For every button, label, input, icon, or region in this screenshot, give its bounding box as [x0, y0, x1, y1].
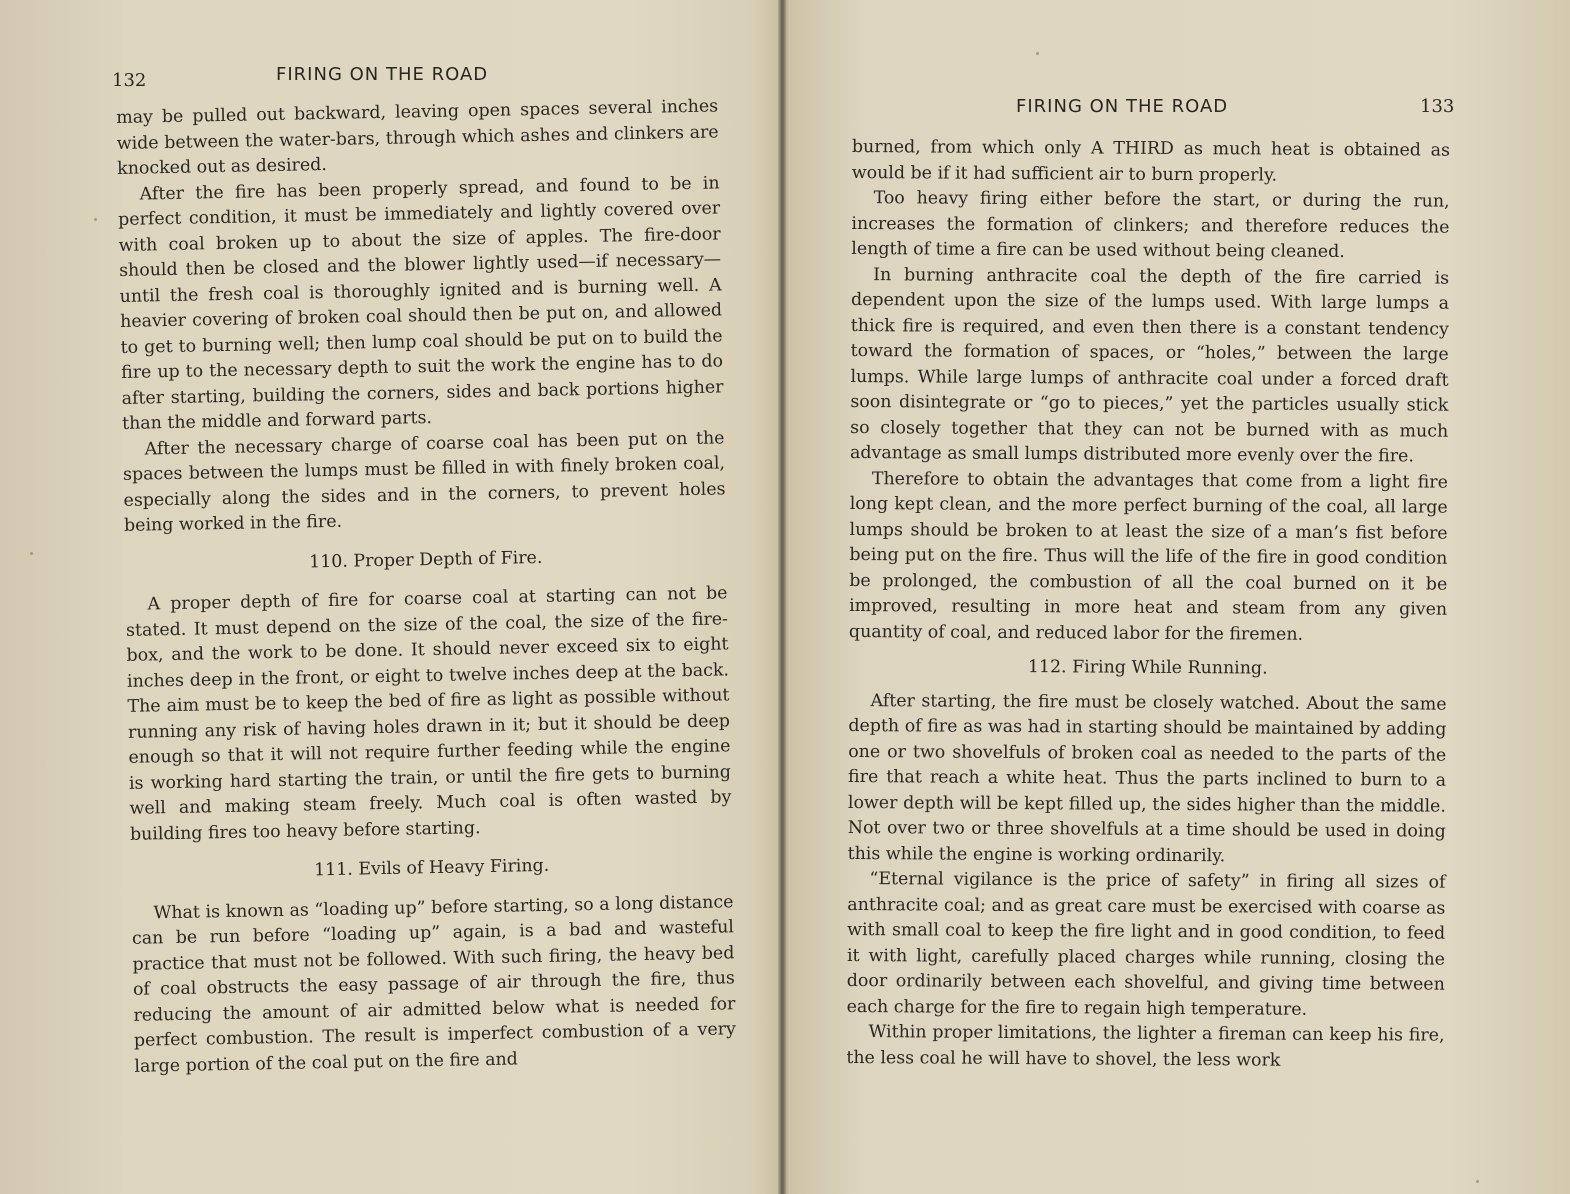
paragraph: What is known as “loading up” before starting, so a long distance can be run before “loading up” again, is a bad and wasteful practice that must not be followed. With such firing, the heavy bed of coal obstructs the easy passage of air through the fire, thus reducing the amount of air admitted below what is needed for perfect combustion. The result is imperfect combustion of a very large portion of the coal put on the fire and	[131, 891, 737, 1077]
paragraph: After starting, the fire must be closely watched. About the same depth of fire as was had in starting should be maintained by adding one or two shovelfuls of broken coal as needed to the parts of the fire that reach a white heat. Thus the parts inclined to burn to a lower depth will be kept filled up, the sides higher than the middle. Not over two or three shovelfuls at a time should be used in doing this while the engine is working ordinarily.	[847, 690, 1447, 866]
left-page-body	[116, 94, 737, 1079]
page-number: 133	[1420, 96, 1455, 117]
paragraph: “Eternal vigilance is the price of safety” in firing all sizes of anthracite coal; and as great care must be exercised with coarse as with small coal to keep the fire light and in good condition, to feed it with light, carefully placed charges while running, closing the door ordinarily between each shovelful, and giving time between each charge for the fire to regain high temperature.	[846, 869, 1446, 1020]
right-page	[784, 0, 1570, 1194]
right-page-body	[846, 135, 1450, 1075]
paper-speck	[94, 218, 97, 221]
paragraph: may be pulled out backward, leaving open spaces several inches wide between the water-bars, through which ashes and clinkers are knocked out as desired.	[116, 96, 719, 179]
paragraph: In burning anthracite coal the depth of the fire carried is dependent upon the size of the lumps used. With large lumps a thick fire is required, and even then there is a constant tendency toward the formation of spaces, or “holes,” between the large lumps. While large lumps of anthracite coal under a forced draft soon disintegrate or “go to pieces,” yet the particles usually stick so closely together that they can not be burned with as much advantage as small lumps distributed more evenly over the fire.	[849, 264, 1450, 467]
paper-speck	[1476, 1180, 1479, 1183]
section-heading-110: 110. Proper Depth of Fire.	[308, 547, 543, 572]
running-title: FIRING ON THE ROAD	[1016, 96, 1229, 117]
paragraph: Therefore to obtain the advantages that come from a light fire long kept clean, and the more perfect burning of the coal, all large lumps should be broken to at least the size of a man’s fist before being put on the fire. Thus will the life of the fire in good condition be prolonged, the combustion of all the coal burned on it be improved, resulting in more heat and steam from any given quantity of coal, and reduced labor for the firemen.	[848, 468, 1448, 645]
left-page	[0, 0, 780, 1194]
paragraph: After the necessary charge of coarse coal has been put on the spaces between the lumps must be filled in with finely broken coal, especially along the sides and in the corners, to prevent holes being worked in the fire.	[122, 427, 726, 536]
paragraph: Within proper limitations, the lighter a fireman can keep his fire, the less coal he will have to shovel, the less work	[846, 1022, 1445, 1071]
running-title: FIRING ON THE ROAD	[276, 64, 489, 85]
paper-speck	[30, 552, 33, 555]
paragraph: After the fire has been properly spread, and found to be in perfect condition, it must be immediately and lightly covered over with coal broken up to about the size of apples. The fire-door should then be closed and the blower lightly used—if necessary—until the fresh coal is thoroughly ignited and is burning well. A heavier covering of broken coal should then be put on, and allowed to get to burning well; then lump coal should be put on to build the fire up to the necessary depth to suit the work the engine has to do after starting, building the corners, sides and back portions higher than the middle and forward parts.	[117, 172, 724, 434]
paragraph: A proper depth of fire for coarse coal at starting can not be stated. It must depend on the size of the coal, the size of the fire-box, and the work to be done. It should never exceed six to eight inches deep in the front, or eight to twelve inches deep at the back. The aim must be to keep the bed of fire as light as possible without running any risk of having holes drawn in it; but it should be deep enough so that it will not require further feeding while the engine is working hard starting the train, or until the fire gets to burning well and making steam freely. Much coal is often wasted by building fires too heavy before starting.	[125, 583, 732, 845]
paper-speck	[1036, 52, 1039, 55]
section-heading-112: 112. Firing While Running.	[1027, 657, 1268, 679]
page-number: 132	[112, 70, 147, 91]
paragraph: Too heavy firing either before the start, or during the run, increases the formation of clinkers; and therefore reduces the length of time a fire can be used without being cleaned.	[851, 188, 1450, 263]
paragraph: burned, from which only A THIRD as much heat is obtained as would be if it had sufficient air to burn properly.	[851, 136, 1450, 186]
section-heading-111: 111. Evils of Heavy Firing.	[313, 855, 550, 881]
